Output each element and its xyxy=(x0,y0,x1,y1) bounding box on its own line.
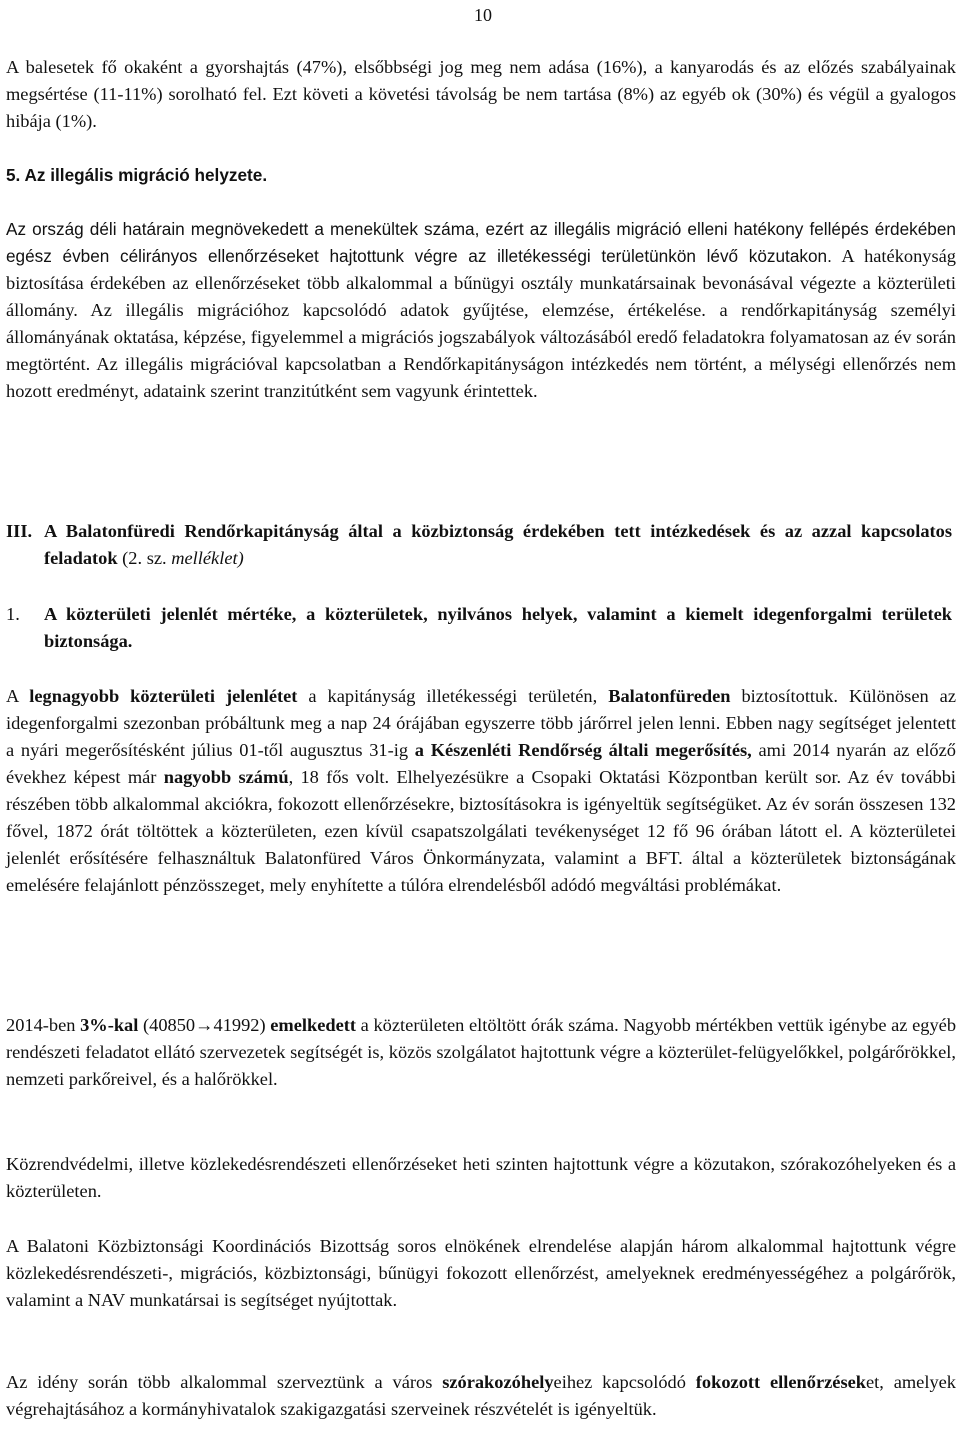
hours-text-c: (40850 xyxy=(138,1015,196,1035)
hours-bold-1: 3%-kal xyxy=(80,1015,139,1035)
section-3-heading xyxy=(6,518,956,572)
presence-text-e: ami 2014 nyarán az előző évekhez képest már xyxy=(6,740,956,787)
migration-text-4: Az illegális migrációval kapcsolatban a Rendőrkapitányságon intézkedés nem történt, a mélységi ellenőrzés nem hozott eredményt, adataink szerint tranzitútként sem vagyunk érintettek. xyxy=(6,354,956,401)
paragraph-public-presence xyxy=(6,683,956,899)
migration-text-3: a rendőrkapitányság személyi állományának oktatása, képzése, figyelemmel a migrációs jogszabályok változásából eredő feladatokra folyamatosan az év során megtörtént. xyxy=(6,300,956,374)
section-3-roman: III. xyxy=(6,521,33,541)
season-text-c: eihez kapcsolódó xyxy=(553,1372,696,1392)
hours-text-a: 2014-ben xyxy=(6,1015,81,1035)
migration-text-2: A hatékonyság biztosítása érdekében az ellenőrzéseket több alkalommal a bűnügyi osztály munkatársainak bevonásával végezte a közterületi állomány. Az illegális migrációhoz kapcsolódó adatok gyűjtése, elemzése, értékelése. xyxy=(6,246,956,320)
page-number: 10 xyxy=(474,5,492,25)
hours-text-d: 41992) xyxy=(213,1015,271,1035)
presence-bold-2: Balatonfüreden xyxy=(608,686,731,706)
hours-bold-2: emelkedett xyxy=(270,1015,357,1035)
presence-text-d: biztosítottuk. Különösen az idegenforgalmi szezonban próbáltunk meg a nap 24 órájában egyszerre több járőrrel jelen lenni. Ebben nagy segítséget jelentett a nyári megerősítésként július 01-től augusztus 31-ig xyxy=(6,686,957,760)
season-text-d: et, amelyek végrehajtásához a kormányhivatalok szakigazgatási szerveinek részvételét is igényeltük. xyxy=(6,1372,957,1419)
presence-text-a: A xyxy=(6,686,30,706)
season-bold-1: szórakozóhely xyxy=(442,1372,554,1392)
hours-text-e: a közterületen eltöltött órák száma. Nagyobb mértékben vettük igénybe az egyéb rendészeti feladatot ellátó szervezetek segítségét is, közös szolgálatot hajtottunk végre a közterület-felügyelőkkel, polgárőrökkel, nemzeti parkőreivel, és a halőrökkel. xyxy=(6,1015,957,1089)
presence-text-f: , 18 fős volt. Elhelyezésükre a Csopaki Oktatási Központban került sor. Az év további részében több alkalommal akciókra, fokozott ellenőrzésekre, biztosításokra is igényeltük segítségüket. Az év során összesen 132 fővel, 1872 órát töltöttek a közterületen, ezen kívül csapatszolgálati tevékenységet 12 fő 96 órában látott el. A közterületei jelenlét erősítésére felhasználtuk Balatonfüred Város Önkormányzata, valamint a BFT. által a közterületek biztonságának emelésére felajánlott pénzösszeget, mely enyhítette a túlóra elrendelésből adódó megváltási problémákat. xyxy=(6,767,956,895)
paragraph-2014-hours xyxy=(6,1012,956,1093)
paragraph-season-checks xyxy=(6,1369,956,1423)
section-3-title xyxy=(44,518,952,572)
presence-bold-4: nagyobb számú xyxy=(163,767,289,787)
presence-bold-3: a Készenléti Rendőrség általi megerősítés, xyxy=(414,740,752,760)
section-3-title-bold: A Balatonfüredi Rendőrkapitányság által a közbiztonság érdekében tett intézkedések és az azzal kapcsolatos feladatok xyxy=(44,521,952,568)
season-bold-2: fokozott ellenőrzések xyxy=(695,1372,866,1392)
section-5-heading: 5. Az illegális migráció helyzete. xyxy=(6,165,268,185)
season-text-a: Az idény során több alkalommal szerveztünk a város xyxy=(6,1372,443,1392)
item-1-text: A közterületi jelenlét mértéke, a közterületek, nyilvános helyek, valamint a kiemelt idegenforgalmi területek biztonsága. xyxy=(44,604,952,651)
right-arrow-icon: → xyxy=(195,1015,214,1035)
presence-text-c: a kapitányság illetékességi területén, xyxy=(297,686,609,706)
item-1-heading xyxy=(6,601,956,655)
paragraph-migration xyxy=(6,216,956,405)
paragraph-accident-causes: A balesetek fő okaként a gyorshajtás (47%), elsőbbségi jog meg nem adása (16%), a kanyarodás és az előzés szabályainak megsértése (11-11%) sorolható fel. Ezt követi a követési távolság be nem tartása (8%) az egyéb ok (30%) és végül a gyalogos hibája (1%). xyxy=(6,57,956,131)
presence-bold-1: legnagyobb közterületi jelenlétet xyxy=(29,686,298,706)
section-3-title-plain: (2. sz. xyxy=(117,548,172,568)
item-1-number: 1. xyxy=(6,604,20,624)
paragraph-coordination-committee: A Balatoni Közbiztonsági Koordinációs Bizottság soros elnökének elrendelése alapján három alkalommal hajtottunk végre közlekedésrendészeti-, migrációs, közbiztonsági, bűnügyi fokozott ellenőrzést, amelyeknek eredményességéhez a polgárőrök, valamint a NAV munkatársai is segítséget nyújtottak. xyxy=(6,1236,956,1310)
paragraph-public-order-checks: Közrendvédelmi, illetve közlekedésrendészeti ellenőrzéseket heti szinten hajtottunk végre a közutakon, szórakozóhelyeken és a közterületen. xyxy=(6,1154,956,1201)
section-3-title-italic: melléklet) xyxy=(171,548,244,568)
migration-text-1: Az ország déli határain megnövekedett a menekültek száma, ezért az illegális migráció elleni hatékony fellépés érdekében egész évben célirányos ellenőrzéseket hajtottunk végre az illetékességi területünkön lévő közutakon. xyxy=(6,219,956,266)
